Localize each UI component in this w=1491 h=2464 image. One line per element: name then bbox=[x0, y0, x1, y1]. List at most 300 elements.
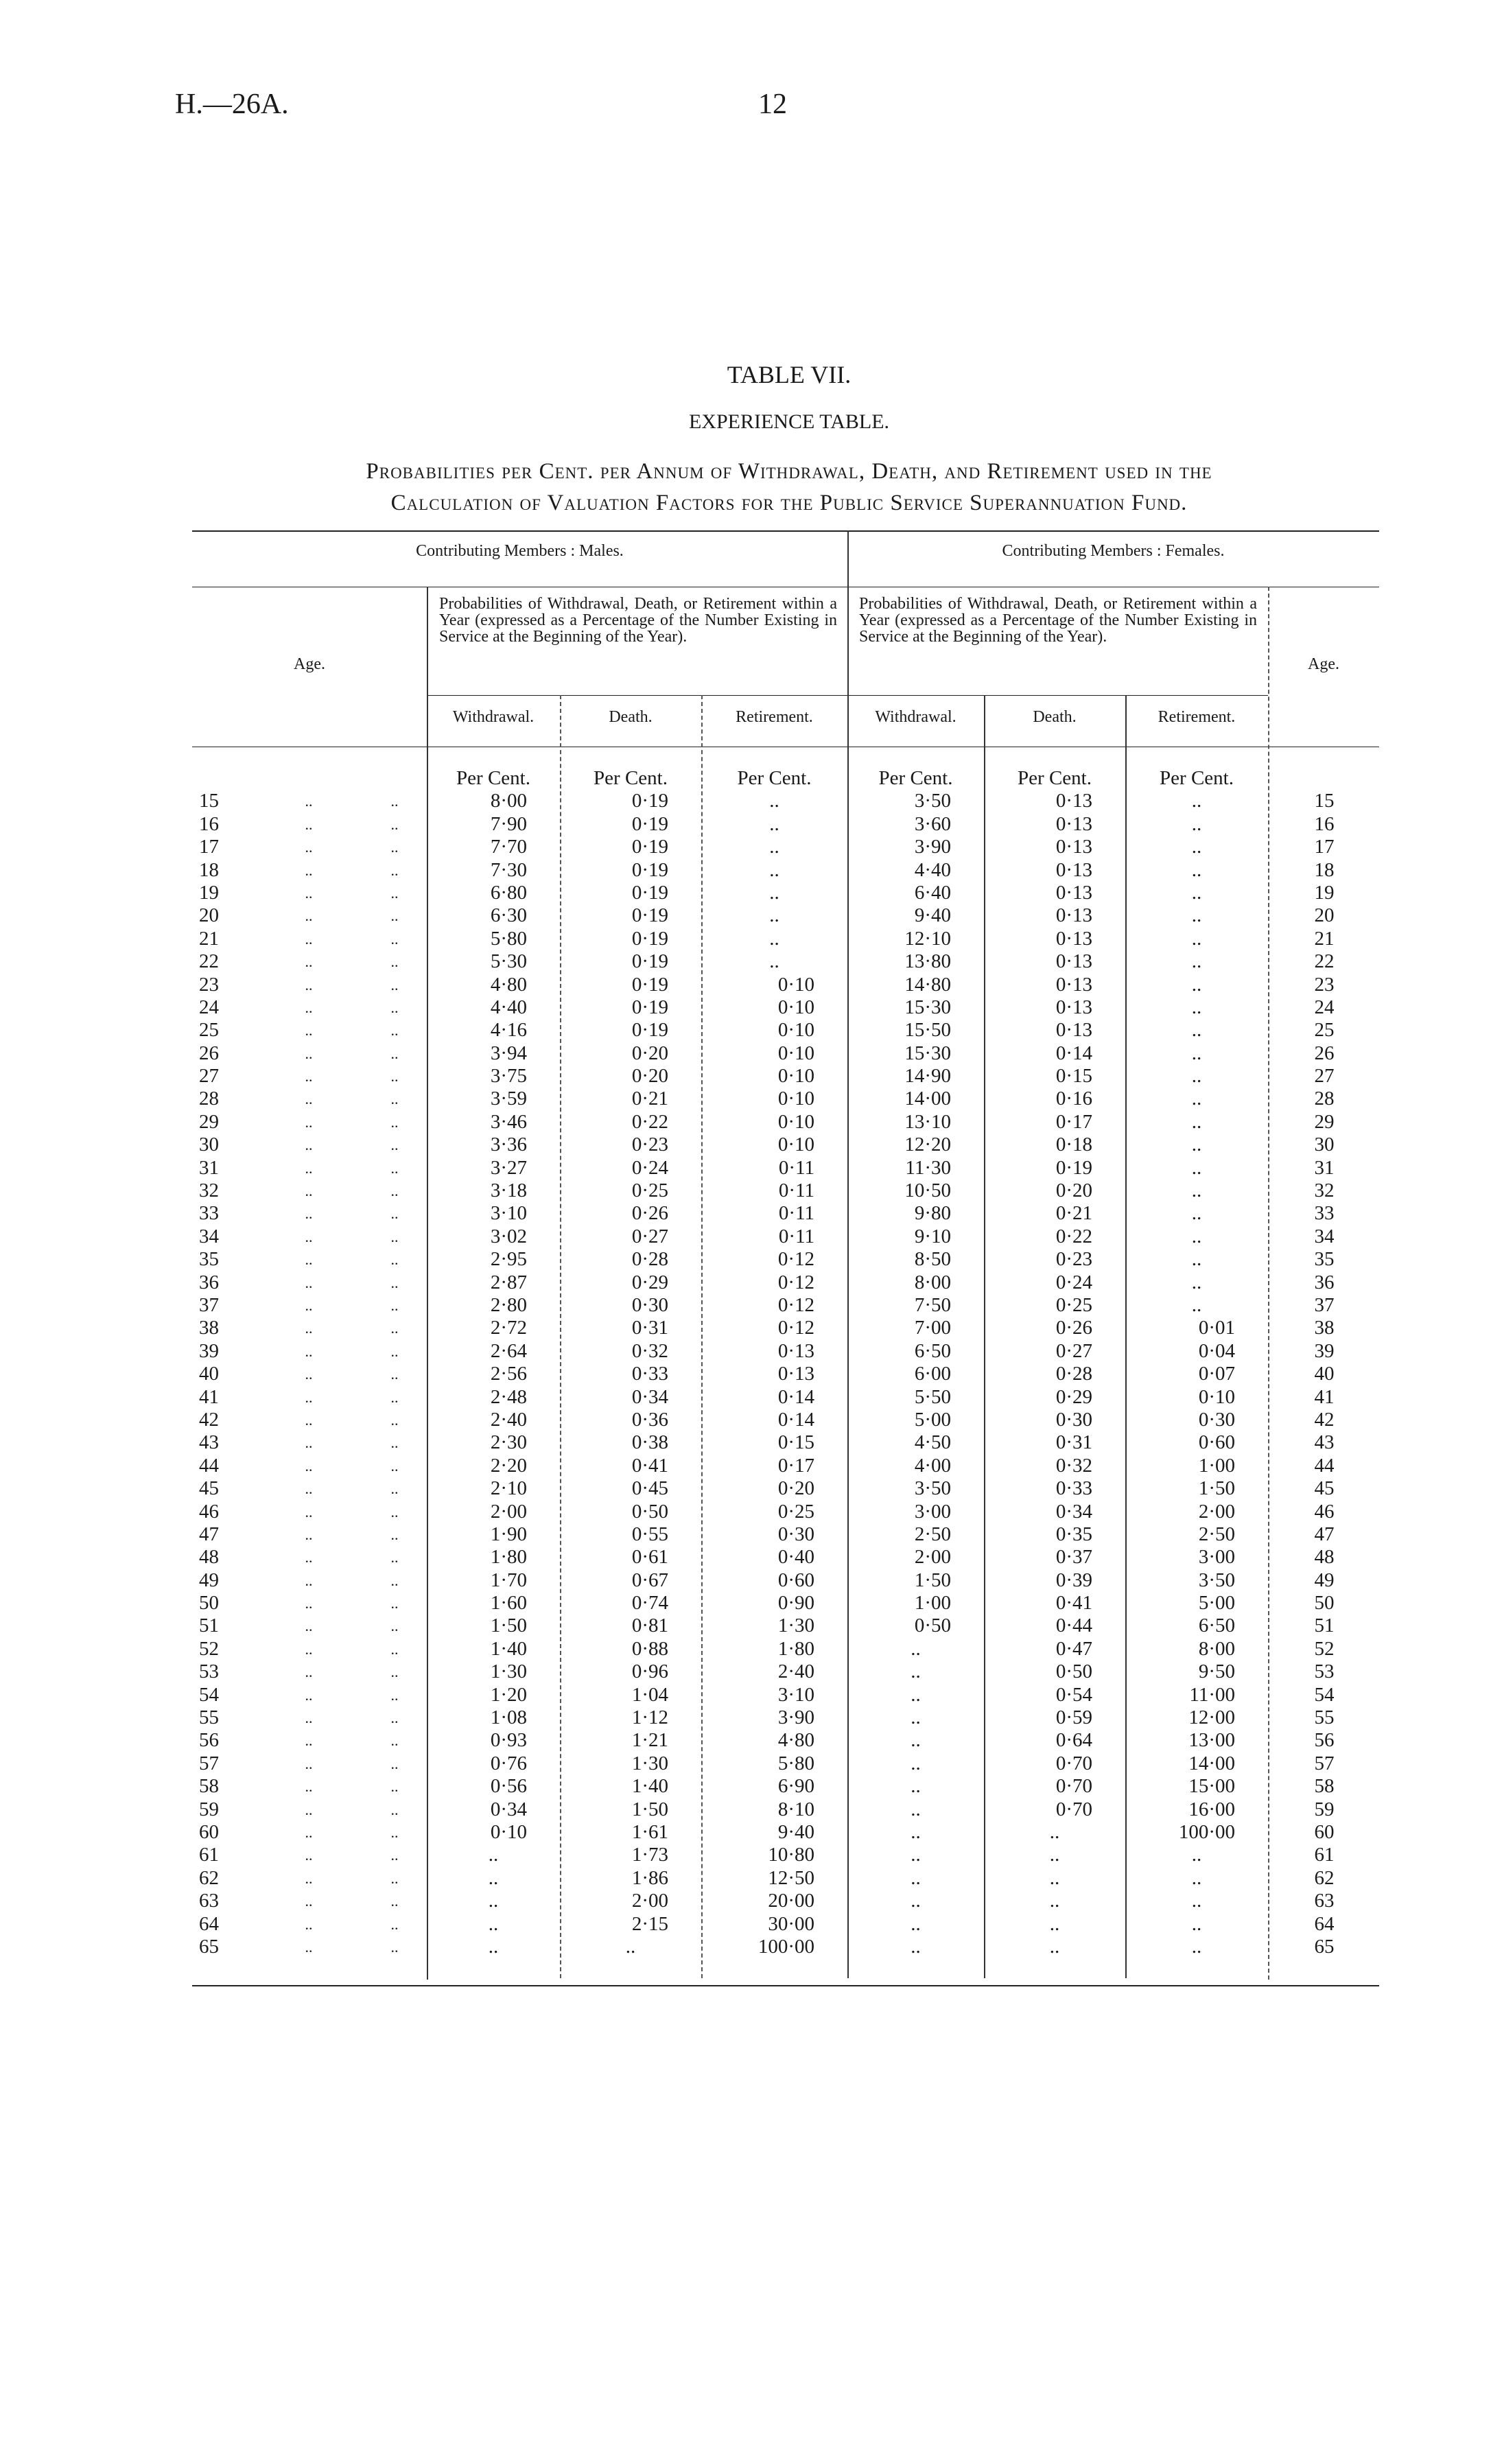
dot-leader: .. bbox=[305, 1869, 313, 1887]
cell-female-retirement: 6·50 bbox=[1198, 1615, 1235, 1637]
cell-male-withdrawal: 0·10 bbox=[490, 1820, 527, 1843]
age-left: 33 bbox=[199, 1202, 219, 1225]
cell-female-retirement: .. bbox=[1191, 1866, 1202, 1889]
cell-male-withdrawal: 0·76 bbox=[490, 1752, 527, 1774]
dot-leader: .. bbox=[305, 1892, 313, 1910]
cell-female-withdrawal: 15·50 bbox=[904, 1019, 951, 1042]
age-left: 49 bbox=[199, 1569, 219, 1591]
dot-leader: .. bbox=[305, 1686, 313, 1704]
cell-male-retirement: 4·80 bbox=[777, 1729, 814, 1752]
cell-female-retirement: 0·60 bbox=[1198, 1431, 1235, 1454]
dot-leader: .. bbox=[390, 1800, 399, 1818]
cell-male-withdrawal: 1·80 bbox=[490, 1546, 527, 1569]
cell-female-death: .. bbox=[1049, 1890, 1060, 1912]
cell-female-death: 0·22 bbox=[1055, 1225, 1092, 1247]
age-left: 37 bbox=[199, 1293, 219, 1316]
cell-female-withdrawal: 7·50 bbox=[914, 1293, 951, 1316]
age-right: 61 bbox=[1314, 1844, 1335, 1866]
age-left: 24 bbox=[199, 996, 219, 1018]
cell-male-retirement: 0·11 bbox=[778, 1202, 814, 1225]
age-right: 37 bbox=[1314, 1293, 1335, 1316]
cell-male-death: 0·25 bbox=[631, 1180, 668, 1202]
age-right: 24 bbox=[1314, 996, 1335, 1018]
dot-leader: .. bbox=[390, 1388, 399, 1406]
cell-male-death: 0·55 bbox=[631, 1523, 668, 1545]
cell-female-retirement: 16·00 bbox=[1188, 1798, 1235, 1820]
group-header-males: Contributing Members : Males. bbox=[416, 542, 624, 560]
age-left: 41 bbox=[199, 1385, 219, 1408]
subheader-males: Probabilities of Withdrawal, Death, or Retirement within a Year (expressed as a Percentage of the Number Existing in Service at the Beginning of the Year). bbox=[439, 595, 837, 646]
dot-leader: .. bbox=[305, 1296, 313, 1314]
cell-female-death: 0·13 bbox=[1055, 790, 1092, 812]
age-left: 22 bbox=[199, 950, 219, 973]
cell-male-withdrawal: 1·30 bbox=[490, 1661, 527, 1683]
age-right: 41 bbox=[1314, 1385, 1335, 1408]
table-row bbox=[192, 1340, 1379, 1363]
cell-male-death: 0·38 bbox=[631, 1431, 668, 1454]
cell-male-withdrawal: 2·48 bbox=[490, 1385, 527, 1408]
cell-female-withdrawal: 3·60 bbox=[914, 812, 951, 835]
table-row bbox=[192, 859, 1379, 882]
cell-female-retirement: .. bbox=[1191, 1271, 1202, 1293]
dot-leader: .. bbox=[305, 1800, 313, 1818]
cell-female-retirement: .. bbox=[1191, 1293, 1202, 1316]
dot-leader: .. bbox=[305, 1113, 313, 1131]
dot-leader: .. bbox=[305, 1778, 313, 1796]
table-title: TABLE VII. bbox=[727, 361, 852, 388]
cell-male-retirement: 0·14 bbox=[777, 1385, 814, 1408]
dot-leader: .. bbox=[390, 1640, 399, 1658]
cell-female-withdrawal: .. bbox=[911, 1798, 921, 1820]
table-row bbox=[192, 1913, 1379, 1936]
table-row bbox=[192, 1271, 1379, 1294]
cell-male-death: 0·19 bbox=[631, 790, 668, 812]
age-right: 21 bbox=[1314, 927, 1335, 950]
cell-female-withdrawal: 3·50 bbox=[914, 790, 951, 812]
cell-female-retirement: 5·00 bbox=[1198, 1592, 1235, 1615]
table-description bbox=[185, 456, 1393, 519]
unit-label-female-retirement: Per Cent. bbox=[1160, 767, 1234, 789]
cell-male-withdrawal: 4·80 bbox=[490, 973, 527, 996]
cell-male-withdrawal: 2·20 bbox=[490, 1454, 527, 1477]
cell-male-withdrawal: 4·40 bbox=[490, 996, 527, 1018]
age-right: 17 bbox=[1314, 836, 1335, 858]
cell-female-retirement: .. bbox=[1191, 790, 1202, 812]
cell-male-withdrawal: 6·80 bbox=[490, 881, 527, 904]
cell-female-death: 0·26 bbox=[1055, 1317, 1092, 1339]
dot-leader: .. bbox=[390, 884, 399, 902]
cell-female-retirement: .. bbox=[1191, 881, 1202, 904]
cell-female-withdrawal: 11·30 bbox=[905, 1156, 951, 1179]
cell-male-retirement: 3·10 bbox=[777, 1683, 814, 1706]
dot-leader: .. bbox=[305, 1755, 313, 1772]
cell-male-retirement: 0·12 bbox=[777, 1271, 814, 1293]
cell-male-retirement: 0·25 bbox=[777, 1500, 814, 1523]
age-right: 20 bbox=[1314, 904, 1335, 927]
age-right: 19 bbox=[1314, 881, 1335, 904]
cell-male-death: 0·19 bbox=[631, 836, 668, 858]
cell-male-death: 0·19 bbox=[631, 996, 668, 1018]
cell-male-death: 0·50 bbox=[631, 1500, 668, 1523]
age-left: 18 bbox=[199, 858, 219, 881]
table-row bbox=[192, 790, 1379, 812]
table-row bbox=[192, 928, 1379, 950]
cell-male-withdrawal: 3·18 bbox=[490, 1180, 527, 1202]
dot-leader: .. bbox=[305, 1434, 313, 1452]
age-right: 27 bbox=[1314, 1065, 1335, 1088]
cell-female-death: 0·33 bbox=[1055, 1477, 1092, 1500]
cell-female-death: 0·39 bbox=[1055, 1569, 1092, 1591]
age-right: 43 bbox=[1314, 1431, 1335, 1454]
age-right: 18 bbox=[1314, 858, 1335, 881]
dot-leader: .. bbox=[305, 1411, 313, 1429]
age-right: 34 bbox=[1314, 1225, 1335, 1247]
cell-male-death: 0·29 bbox=[631, 1271, 668, 1293]
cell-female-death: 0·13 bbox=[1055, 927, 1092, 950]
table-row bbox=[192, 1042, 1379, 1065]
cell-male-retirement: 0·17 bbox=[777, 1454, 814, 1477]
cell-male-retirement: 6·90 bbox=[777, 1775, 814, 1798]
cell-female-withdrawal: .. bbox=[911, 1706, 921, 1729]
table-row bbox=[192, 1317, 1379, 1339]
table-row bbox=[192, 1638, 1379, 1661]
cell-female-withdrawal: 3·90 bbox=[914, 836, 951, 858]
dot-leader: .. bbox=[390, 1113, 399, 1131]
cell-female-retirement: 9·50 bbox=[1198, 1661, 1235, 1683]
cell-male-retirement: 30·00 bbox=[768, 1912, 814, 1935]
cell-female-withdrawal: 3·50 bbox=[914, 1477, 951, 1500]
age-left: 62 bbox=[199, 1866, 219, 1889]
cell-male-withdrawal: .. bbox=[488, 1844, 499, 1866]
cell-male-retirement: 0·14 bbox=[777, 1408, 814, 1431]
dot-leader: .. bbox=[390, 1022, 399, 1040]
cell-female-withdrawal: 10·50 bbox=[904, 1180, 951, 1202]
age-left: 16 bbox=[199, 812, 219, 835]
age-right: 47 bbox=[1314, 1523, 1335, 1545]
cell-female-withdrawal: 9·40 bbox=[914, 904, 951, 927]
dot-leader: .. bbox=[305, 1228, 313, 1245]
age-left: 42 bbox=[199, 1408, 219, 1431]
age-right: 63 bbox=[1314, 1890, 1335, 1912]
table-row bbox=[192, 1684, 1379, 1706]
table-body bbox=[192, 767, 1379, 1958]
age-right: 42 bbox=[1314, 1408, 1335, 1431]
cell-male-withdrawal: 1·08 bbox=[490, 1706, 527, 1729]
cell-male-withdrawal: 7·30 bbox=[490, 858, 527, 881]
cell-female-withdrawal: 4·00 bbox=[914, 1454, 951, 1477]
table-row bbox=[192, 1294, 1379, 1317]
table-row bbox=[192, 1111, 1379, 1134]
dot-leader: .. bbox=[390, 1182, 399, 1200]
dot-leader: .. bbox=[390, 1319, 399, 1337]
cell-female-retirement: 0·04 bbox=[1198, 1339, 1235, 1362]
age-left: 20 bbox=[199, 904, 219, 927]
cell-female-death: 0·23 bbox=[1055, 1248, 1092, 1271]
cell-male-withdrawal: 3·59 bbox=[490, 1088, 527, 1110]
cell-female-death: 0·16 bbox=[1055, 1088, 1092, 1110]
unit-label-female-death: Per Cent. bbox=[1018, 767, 1092, 789]
dot-leader: .. bbox=[390, 1159, 399, 1177]
table-row bbox=[192, 836, 1379, 858]
age-right: 51 bbox=[1314, 1615, 1335, 1637]
cell-male-death: 0·36 bbox=[631, 1408, 668, 1431]
col-male-retirement: Retirement. bbox=[736, 708, 813, 726]
cell-female-retirement: .. bbox=[1191, 973, 1202, 996]
dot-leader: .. bbox=[305, 1640, 313, 1658]
dot-leader: .. bbox=[390, 1068, 399, 1086]
cell-male-death: 1·12 bbox=[631, 1706, 668, 1729]
cell-male-retirement: 0·10 bbox=[777, 1110, 814, 1133]
age-right: 49 bbox=[1314, 1569, 1335, 1591]
table-row bbox=[192, 1706, 1379, 1729]
cell-male-retirement: 5·80 bbox=[777, 1752, 814, 1774]
cell-female-retirement: .. bbox=[1191, 836, 1202, 858]
dot-leader: .. bbox=[305, 907, 313, 925]
cell-female-withdrawal: .. bbox=[911, 1661, 921, 1683]
table-row bbox=[192, 882, 1379, 904]
cell-male-withdrawal: 1·90 bbox=[490, 1523, 527, 1545]
age-right: 30 bbox=[1314, 1134, 1335, 1156]
dot-leader: .. bbox=[305, 1068, 313, 1086]
dot-leader: .. bbox=[390, 815, 399, 833]
cell-female-withdrawal: 6·50 bbox=[914, 1339, 951, 1362]
table-row bbox=[192, 996, 1379, 1019]
cell-male-withdrawal: 8·00 bbox=[490, 790, 527, 812]
table-row bbox=[192, 1821, 1379, 1844]
cell-male-death: 0·32 bbox=[631, 1339, 668, 1362]
dot-leader: .. bbox=[390, 1938, 399, 1956]
dot-leader: .. bbox=[305, 998, 313, 1016]
age-right: 40 bbox=[1314, 1363, 1335, 1385]
age-left: 59 bbox=[199, 1798, 219, 1820]
age-left: 50 bbox=[199, 1592, 219, 1615]
dot-leader: .. bbox=[390, 1434, 399, 1452]
age-left: 39 bbox=[199, 1339, 219, 1362]
table-row bbox=[192, 1775, 1379, 1798]
age-right: 46 bbox=[1314, 1500, 1335, 1523]
dot-leader: .. bbox=[305, 1503, 313, 1521]
cell-male-retirement: 0·11 bbox=[778, 1225, 814, 1247]
cell-male-withdrawal: 2·95 bbox=[490, 1248, 527, 1271]
cell-female-death: 0·13 bbox=[1055, 950, 1092, 973]
age-right: 29 bbox=[1314, 1110, 1335, 1133]
age-right: 35 bbox=[1314, 1248, 1335, 1271]
unit-label-male-retirement: Per Cent. bbox=[737, 767, 812, 789]
cell-female-retirement: .. bbox=[1191, 1248, 1202, 1271]
cell-male-withdrawal: 1·60 bbox=[490, 1592, 527, 1615]
cell-female-death: 0·54 bbox=[1055, 1683, 1092, 1706]
dot-leader: .. bbox=[305, 1251, 313, 1269]
cell-male-withdrawal: 1·70 bbox=[490, 1569, 527, 1591]
cell-male-death: 1·61 bbox=[631, 1820, 668, 1843]
cell-male-withdrawal: 0·34 bbox=[490, 1798, 527, 1820]
cell-male-death: 2·15 bbox=[631, 1912, 668, 1935]
cell-male-retirement: .. bbox=[769, 812, 779, 835]
table-row bbox=[192, 1157, 1379, 1180]
table-row bbox=[192, 1455, 1379, 1477]
age-left: 56 bbox=[199, 1729, 219, 1752]
age-header-left: Age. bbox=[294, 655, 325, 673]
cell-female-withdrawal: 12·20 bbox=[904, 1134, 951, 1156]
cell-female-withdrawal: .. bbox=[911, 1844, 921, 1866]
cell-male-withdrawal: 1·20 bbox=[490, 1683, 527, 1706]
dot-leader: .. bbox=[390, 1732, 399, 1750]
cell-male-withdrawal: 7·90 bbox=[490, 812, 527, 835]
cell-female-withdrawal: .. bbox=[911, 1866, 921, 1889]
cell-male-death: 0·26 bbox=[631, 1202, 668, 1225]
cell-female-retirement: 3·50 bbox=[1198, 1569, 1235, 1591]
cell-female-retirement: .. bbox=[1191, 1844, 1202, 1866]
age-left: 46 bbox=[199, 1500, 219, 1523]
cell-female-withdrawal: .. bbox=[911, 1637, 921, 1660]
cell-female-death: 0·13 bbox=[1055, 904, 1092, 927]
dot-leader: .. bbox=[390, 1365, 399, 1383]
age-left: 48 bbox=[199, 1546, 219, 1569]
dot-leader: .. bbox=[390, 1915, 399, 1933]
dot-leader: .. bbox=[390, 838, 399, 856]
cell-male-retirement: 0·10 bbox=[777, 1134, 814, 1156]
cell-female-withdrawal: .. bbox=[911, 1729, 921, 1752]
col-male-death: Death. bbox=[609, 708, 653, 726]
cell-male-withdrawal: 2·87 bbox=[490, 1271, 527, 1293]
age-right: 50 bbox=[1314, 1592, 1335, 1615]
cell-male-death: .. bbox=[625, 1935, 636, 1958]
cell-female-withdrawal: 12·10 bbox=[904, 927, 951, 950]
age-right: 36 bbox=[1314, 1271, 1335, 1293]
cell-male-death: 0·19 bbox=[631, 927, 668, 950]
cell-male-withdrawal: 3·75 bbox=[490, 1065, 527, 1088]
dot-leader: .. bbox=[305, 1846, 313, 1864]
table-row bbox=[192, 1867, 1379, 1890]
dot-leader: .. bbox=[305, 1342, 313, 1360]
cell-male-retirement: 2·40 bbox=[777, 1661, 814, 1683]
table-row bbox=[192, 1729, 1379, 1752]
cell-female-retirement: 13·00 bbox=[1188, 1729, 1235, 1752]
dot-leader: .. bbox=[305, 1732, 313, 1750]
dot-leader: .. bbox=[390, 930, 399, 948]
age-right: 39 bbox=[1314, 1339, 1335, 1362]
cell-male-retirement: .. bbox=[769, 927, 779, 950]
cell-female-withdrawal: 14·80 bbox=[904, 973, 951, 996]
dot-leader: .. bbox=[390, 1296, 399, 1314]
cell-female-withdrawal: .. bbox=[911, 1912, 921, 1935]
cell-male-death: 0·20 bbox=[631, 1065, 668, 1088]
dot-leader: .. bbox=[305, 838, 313, 856]
col-male-withdrawal: Withdrawal. bbox=[452, 708, 535, 726]
document-reference: H.—26A. bbox=[175, 89, 289, 120]
dot-leader: .. bbox=[390, 1549, 399, 1567]
cell-male-retirement: 0·10 bbox=[777, 1019, 814, 1042]
age-left: 55 bbox=[199, 1706, 219, 1729]
cell-female-withdrawal: 4·40 bbox=[914, 858, 951, 881]
cell-male-retirement: 0·10 bbox=[777, 1088, 814, 1110]
cell-female-retirement: 2·00 bbox=[1198, 1500, 1235, 1523]
cell-female-withdrawal: 15·30 bbox=[904, 1042, 951, 1064]
age-right: 56 bbox=[1314, 1729, 1335, 1752]
cell-female-withdrawal: 6·40 bbox=[914, 881, 951, 904]
cell-male-retirement: 0·12 bbox=[777, 1248, 814, 1271]
cell-male-death: 0·34 bbox=[631, 1385, 668, 1408]
age-left: 31 bbox=[199, 1156, 219, 1179]
age-right: 32 bbox=[1314, 1180, 1335, 1202]
dot-leader: .. bbox=[390, 1044, 399, 1062]
age-left: 36 bbox=[199, 1271, 219, 1293]
cell-female-retirement: .. bbox=[1191, 1110, 1202, 1133]
cell-female-death: 0·70 bbox=[1055, 1752, 1092, 1774]
table-row bbox=[192, 1180, 1379, 1202]
dot-leader: .. bbox=[390, 1136, 399, 1154]
cell-male-withdrawal: 2·56 bbox=[490, 1363, 527, 1385]
dot-leader: .. bbox=[305, 1182, 313, 1200]
cell-male-death: 0·20 bbox=[631, 1042, 668, 1064]
cell-male-withdrawal: 1·50 bbox=[490, 1615, 527, 1637]
cell-female-withdrawal: 9·10 bbox=[914, 1225, 951, 1247]
cell-male-retirement: 10·80 bbox=[768, 1844, 814, 1866]
cell-female-death: 0·13 bbox=[1055, 812, 1092, 835]
age-left: 25 bbox=[199, 1019, 219, 1042]
page-number: 12 bbox=[758, 89, 787, 120]
dot-leader: .. bbox=[390, 998, 399, 1016]
cell-female-death: 0·35 bbox=[1055, 1523, 1092, 1545]
cell-female-withdrawal: 7·00 bbox=[914, 1317, 951, 1339]
age-left: 52 bbox=[199, 1637, 219, 1660]
cell-female-death: 0·64 bbox=[1055, 1729, 1092, 1752]
cell-male-death: 0·67 bbox=[631, 1569, 668, 1591]
cell-female-retirement: .. bbox=[1191, 812, 1202, 835]
age-left: 19 bbox=[199, 881, 219, 904]
cell-male-withdrawal: 3·36 bbox=[490, 1134, 527, 1156]
dot-leader: .. bbox=[390, 1525, 399, 1543]
dot-leader: .. bbox=[305, 976, 313, 994]
cell-male-withdrawal: 7·70 bbox=[490, 836, 527, 858]
age-left: 23 bbox=[199, 973, 219, 996]
cell-male-death: 0·61 bbox=[631, 1546, 668, 1569]
cell-male-retirement: 0·13 bbox=[777, 1339, 814, 1362]
cell-female-death: 0·24 bbox=[1055, 1271, 1092, 1293]
cell-female-death: 0·20 bbox=[1055, 1180, 1092, 1202]
age-right: 38 bbox=[1314, 1317, 1335, 1339]
cell-male-withdrawal: 3·27 bbox=[490, 1156, 527, 1179]
age-left: 30 bbox=[199, 1134, 219, 1156]
cell-male-death: 0·19 bbox=[631, 973, 668, 996]
cell-female-retirement: 1·00 bbox=[1198, 1454, 1235, 1477]
age-left: 40 bbox=[199, 1363, 219, 1385]
dot-leader: .. bbox=[305, 1319, 313, 1337]
cell-male-death: 0·88 bbox=[631, 1637, 668, 1660]
cell-female-death: 0·41 bbox=[1055, 1592, 1092, 1615]
cell-female-retirement: .. bbox=[1191, 1890, 1202, 1912]
dot-leader: .. bbox=[305, 1823, 313, 1841]
cell-female-retirement: .. bbox=[1191, 1225, 1202, 1247]
cell-female-death: 0·31 bbox=[1055, 1431, 1092, 1454]
dot-leader: .. bbox=[305, 861, 313, 879]
cell-female-retirement: .. bbox=[1191, 858, 1202, 881]
cell-female-death: 0·32 bbox=[1055, 1454, 1092, 1477]
age-left: 27 bbox=[199, 1065, 219, 1088]
age-left: 61 bbox=[199, 1844, 219, 1866]
cell-female-withdrawal: 4·50 bbox=[914, 1431, 951, 1454]
age-left: 32 bbox=[199, 1180, 219, 1202]
table-row bbox=[192, 1936, 1379, 1958]
age-left: 51 bbox=[199, 1615, 219, 1637]
table-row bbox=[192, 1477, 1379, 1500]
cell-male-withdrawal: .. bbox=[488, 1912, 499, 1935]
age-left: 35 bbox=[199, 1248, 219, 1271]
table-row bbox=[192, 1546, 1379, 1569]
cell-female-retirement: .. bbox=[1191, 927, 1202, 950]
cell-female-retirement: 100·00 bbox=[1178, 1820, 1235, 1843]
dot-leader: .. bbox=[305, 1159, 313, 1177]
